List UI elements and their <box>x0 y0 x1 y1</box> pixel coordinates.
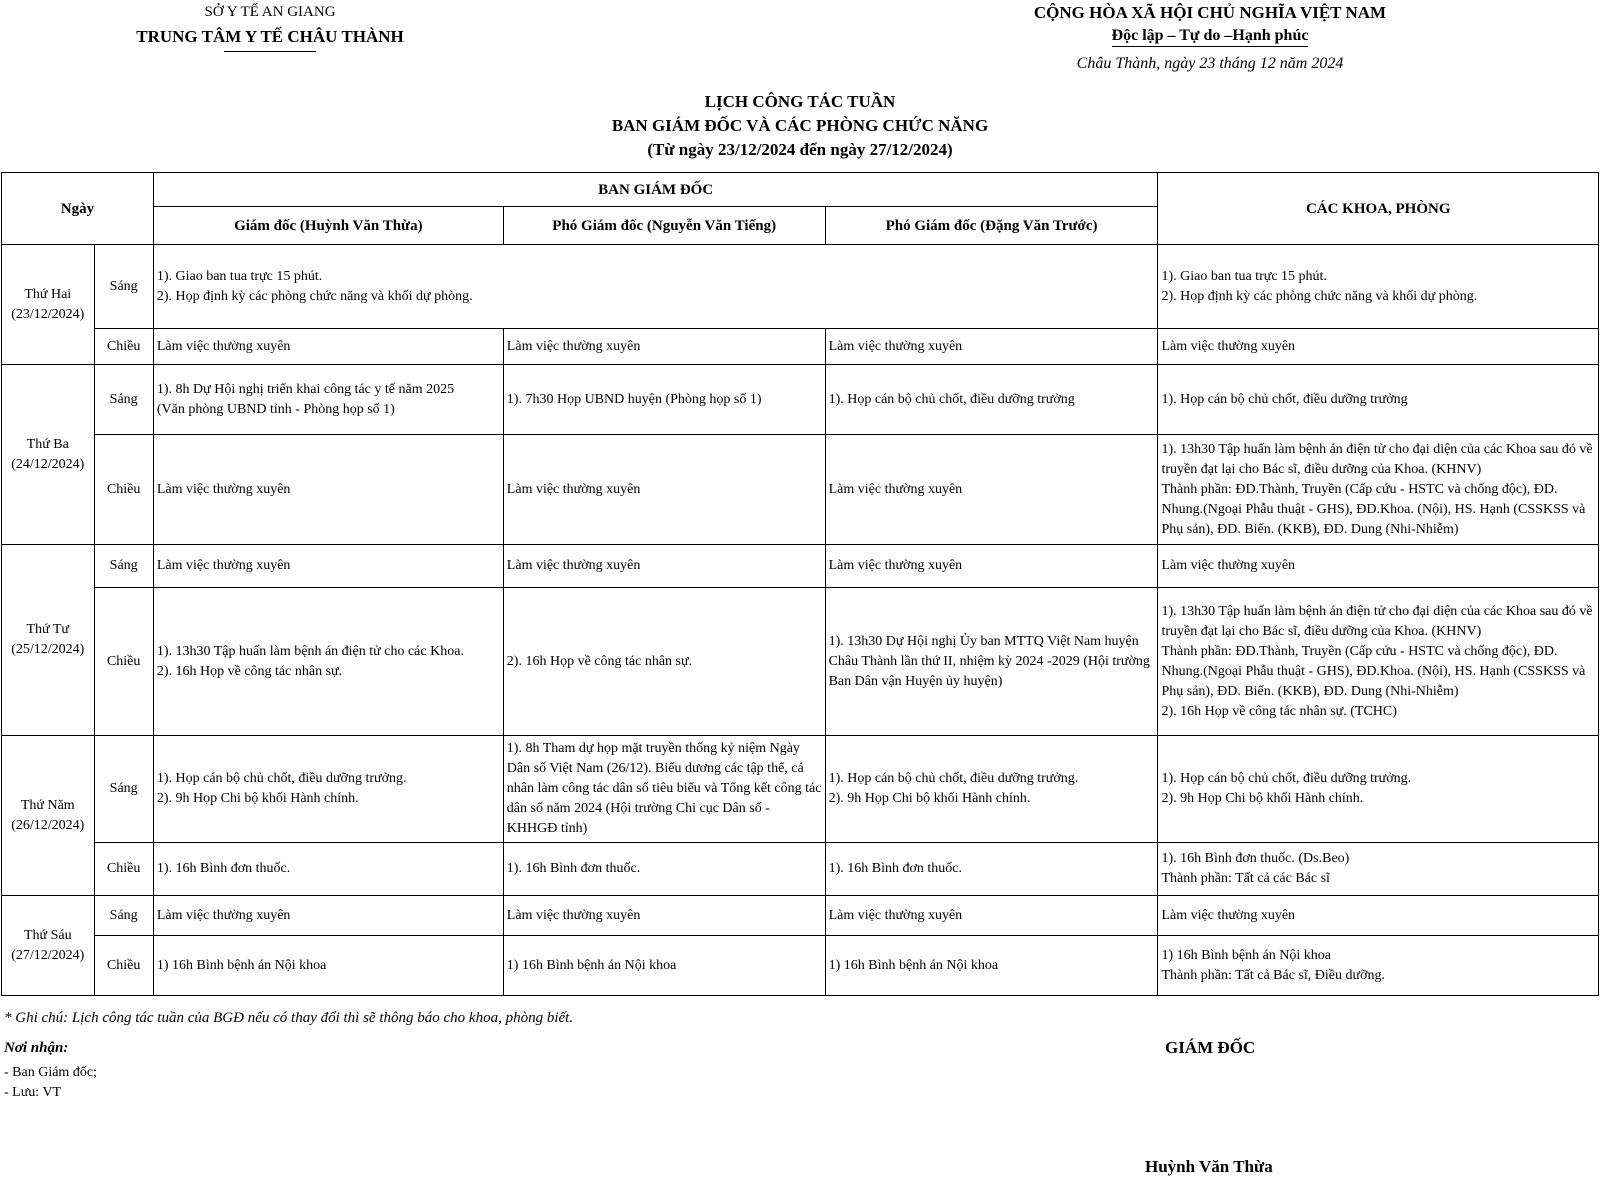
title-line-3: (Từ ngày 23/12/2024 đến ngày 27/12/2024) <box>647 140 953 159</box>
schedule-cell-khoa: 1). 13h30 Tập huấn làm bệnh án điện tử cho đại diện của các Khoa sau đó về truyền đạt lại cho Bác sĩ, điều dưỡng của Khoa. (KHNV) Thành phần: ĐD.Thành, Truyền (Cấp cứu - HSTC và chống độc), ĐD. Nhung.(Ngoại Phẫu thuật - GHS), ĐD.Khoa. (Nội), HS. Hạnh (CSSKSS và Phụ sản), ĐD. Biển. (KKB), ĐD. Dung (Nhi-Nhiễm) <box>1158 435 1599 545</box>
schedule-cell-gd: Làm việc thường xuyên <box>153 435 503 545</box>
table-row <box>2 365 1599 435</box>
col-header-pgd1: Phó Giám đốc (Nguyễn Văn Tiếng) <box>503 207 825 245</box>
recipients-block <box>4 1040 97 1103</box>
session-label: Chiều <box>94 588 153 736</box>
session-label: Sáng <box>94 545 153 588</box>
day-cell <box>2 545 95 736</box>
motto: Độc lập – Tự do –Hạnh phúc <box>1112 27 1309 47</box>
schedule-cell-pgd1: 2). 16h Họp về công tác nhân sự. <box>503 588 825 736</box>
schedule-cell-gd: Làm việc thường xuyên <box>153 545 503 588</box>
day-name: Thứ Năm <box>20 797 75 813</box>
schedule-table <box>1 172 1599 996</box>
table-row <box>2 843 1599 896</box>
recipients-title: Nơi nhận: <box>4 1040 69 1056</box>
day-name: Thứ Hai <box>24 286 72 302</box>
schedule-cell-khoa: Làm việc thường xuyên <box>1158 545 1599 588</box>
session-label: Chiều <box>94 936 153 996</box>
country-name: CỘNG HÒA XÃ HỘI CHỦ NGHĨA VIỆT NAM <box>1033 3 1387 22</box>
table-row <box>2 435 1599 545</box>
schedule-cell-khoa: 1) 16h Bình bệnh án Nội khoa Thành phần: Tất cả Bác sĩ, Điều dưỡng. <box>1158 936 1599 996</box>
schedule-cell-khoa: 1). 13h30 Tập huấn làm bệnh án điện tử cho đại diện của các Khoa sau đó về truyền đạt lại cho Bác sĩ, điều dưỡng của Khoa. (KHNV) Thành phần: ĐD.Thành, Truyền (Cấp cứu - HSTC và chống độc), ĐD. Nhung.(Ngoại Phẫu thuật - GHS), ĐD.Khoa. (Nội), HS. Hạnh (CSSKSS và Phụ sản), ĐD. Biển. (KKB), ĐD. Dung (Nhi-Nhiễm) 2). 16h Họp về công tác nhân sự. (TCHC) <box>1158 588 1599 736</box>
col-header-gd: Giám đốc (Huỳnh Văn Thừa) <box>153 207 503 245</box>
date-line: Châu Thành, ngày 23 tháng 12 năm 2024 <box>1076 55 1344 72</box>
schedule-cell-pgd1: 1) 16h Bình bệnh án Nội khoa <box>503 936 825 996</box>
day-date: (27/12/2024) <box>11 947 85 963</box>
schedule-cell-pgd2: 1). 13h30 Dự Hội nghị Ủy ban MTTQ Việt Nam huyện Châu Thành lần thứ II, nhiệm kỳ 2024 -2029 (Hội trường Ban Dân vận Huyện ủy huyện) <box>825 588 1158 736</box>
day-date: (23/12/2024) <box>11 306 85 322</box>
table-row <box>2 936 1599 996</box>
col-header-khoa: CÁC KHOA, PHÒNG <box>1158 173 1599 245</box>
day-name: Thứ Tư <box>26 622 70 637</box>
session-label: Chiều <box>94 843 153 896</box>
day-name: Thứ Sáu <box>23 927 72 943</box>
table-row <box>2 896 1599 936</box>
schedule-cell-pgd1: Làm việc thường xuyên <box>503 329 825 365</box>
recipient-item: - Lưu: VT <box>4 1085 62 1100</box>
session-label: Sáng <box>94 245 153 329</box>
day-date: (25/12/2024) <box>11 642 85 657</box>
issuing-org <box>100 4 440 52</box>
schedule-cell-khoa: 1). Họp cán bộ chủ chốt, điều dưỡng trưởng <box>1158 365 1599 435</box>
schedule-cell-pgd2: 1). 16h Bình đơn thuốc. <box>825 843 1158 896</box>
day-cell <box>2 896 95 996</box>
schedule-cell-khoa: 1). Họp cán bộ chủ chốt, điều dưỡng trưởng. 2). 9h Họp Chi bộ khối Hành chính. <box>1158 736 1599 843</box>
document-title <box>0 90 1600 162</box>
recipient-item: - Ban Giám đốc; <box>4 1065 97 1080</box>
schedule-cell-merged: 1). Giao ban tua trực 15 phút. 2). Họp định kỳ các phòng chức năng và khối dự phòng. <box>153 245 1158 329</box>
schedule-cell-pgd2: Làm việc thường xuyên <box>825 435 1158 545</box>
org-underline <box>224 51 316 52</box>
schedule-cell-pgd1: Làm việc thường xuyên <box>503 896 825 936</box>
schedule-cell-gd: Làm việc thường xuyên <box>153 896 503 936</box>
signer-title: GIÁM ĐỐC <box>1165 1038 1256 1057</box>
day-cell <box>2 736 95 896</box>
schedule-cell-pgd1: Làm việc thường xuyên <box>503 545 825 588</box>
schedule-cell-pgd2: Làm việc thường xuyên <box>825 545 1158 588</box>
table-row <box>2 588 1599 736</box>
schedule-cell-pgd1: 1). 7h30 Họp UBND huyện (Phòng họp số 1) <box>503 365 825 435</box>
session-label: Sáng <box>94 365 153 435</box>
col-header-day: Ngày <box>2 173 154 245</box>
day-name: Thứ Ba <box>26 436 69 452</box>
schedule-cell-pgd1: 1). 8h Tham dự họp mặt truyền thống kỷ niệm Ngày Dân số Việt Nam (26/12). Biểu dương các tập thể, cá nhân làm công tác dân số tiêu biểu và Tổng kết công tác dân số năm 2024 (Hội trường Chi cục Dân số - KHHGĐ tỉnh) <box>503 736 825 843</box>
schedule-cell-gd: 1). 13h30 Tập huấn làm bệnh án điện tử cho các Khoa. 2). 16h Họp về công tác nhân sự. <box>153 588 503 736</box>
org-name: TRUNG TÂM Y TẾ CHÂU THÀNH <box>136 27 404 46</box>
day-cell <box>2 365 95 545</box>
title-line-2: BAN GIÁM ĐỐC VÀ CÁC PHÒNG CHỨC NĂNG <box>611 116 989 135</box>
session-label: Sáng <box>94 896 153 936</box>
schedule-cell-gd: Làm việc thường xuyên <box>153 329 503 365</box>
signer-name: Huỳnh Văn Thừa <box>1145 1157 1273 1176</box>
schedule-cell-pgd2: 1). Họp cán bộ chủ chốt, điều dưỡng trưởng <box>825 365 1158 435</box>
schedule-cell-pgd1: 1). 16h Bình đơn thuốc. <box>503 843 825 896</box>
schedule-cell-khoa: Làm việc thường xuyên <box>1158 329 1599 365</box>
col-header-bgd: BAN GIÁM ĐỐC <box>153 173 1158 207</box>
schedule-cell-pgd2: Làm việc thường xuyên <box>825 329 1158 365</box>
table-row <box>2 736 1599 843</box>
table-row <box>2 329 1599 365</box>
footnote: * Ghi chú: Lịch công tác tuần của BGĐ nếu có thay đổi thì sẽ thông báo cho khoa, phòng biết. <box>4 1010 574 1026</box>
day-date: (24/12/2024) <box>11 456 85 472</box>
schedule-cell-khoa: 1). 16h Bình đơn thuốc. (Ds.Beo) Thành phần: Tất cả các Bác sĩ <box>1158 843 1599 896</box>
schedule-cell-gd: 1). Họp cán bộ chủ chốt, điều dưỡng trưởng. 2). 9h Họp Chi bộ khối Hành chính. <box>153 736 503 843</box>
table-row <box>2 545 1599 588</box>
schedule-cell-gd: 1) 16h Bình bệnh án Nội khoa <box>153 936 503 996</box>
table-row <box>2 245 1599 329</box>
schedule-cell-gd: 1). 8h Dự Hội nghị triển khai công tác y tế năm 2025 (Văn phòng UBND tỉnh - Phòng họp số 1) <box>153 365 503 435</box>
day-date: (26/12/2024) <box>11 817 85 833</box>
col-header-pgd2: Phó Giám đốc (Đặng Văn Trước) <box>825 207 1158 245</box>
schedule-cell-pgd2: 1). Họp cán bộ chủ chốt, điều dưỡng trưởng. 2). 9h Họp Chi bộ khối Hành chính. <box>825 736 1158 843</box>
schedule-cell-pgd2: 1) 16h Bình bệnh án Nội khoa <box>825 936 1158 996</box>
schedule-cell-gd: 1). 16h Bình đơn thuốc. <box>153 843 503 896</box>
schedule-cell-pgd2: Làm việc thường xuyên <box>825 896 1158 936</box>
schedule-cell-khoa: 1). Giao ban tua trực 15 phút. 2). Họp định kỳ các phòng chức năng và khối dự phòng. <box>1158 245 1599 329</box>
schedule-cell-khoa: Làm việc thường xuyên <box>1158 896 1599 936</box>
session-label: Sáng <box>94 736 153 843</box>
title-line-1: LỊCH CÔNG TÁC TUẦN <box>704 92 896 111</box>
session-label: Chiều <box>94 329 153 365</box>
national-header <box>990 3 1430 73</box>
day-cell <box>2 245 95 365</box>
org-parent: SỞ Y TẾ AN GIANG <box>204 4 336 20</box>
schedule-cell-pgd1: Làm việc thường xuyên <box>503 435 825 545</box>
session-label: Chiều <box>94 435 153 545</box>
